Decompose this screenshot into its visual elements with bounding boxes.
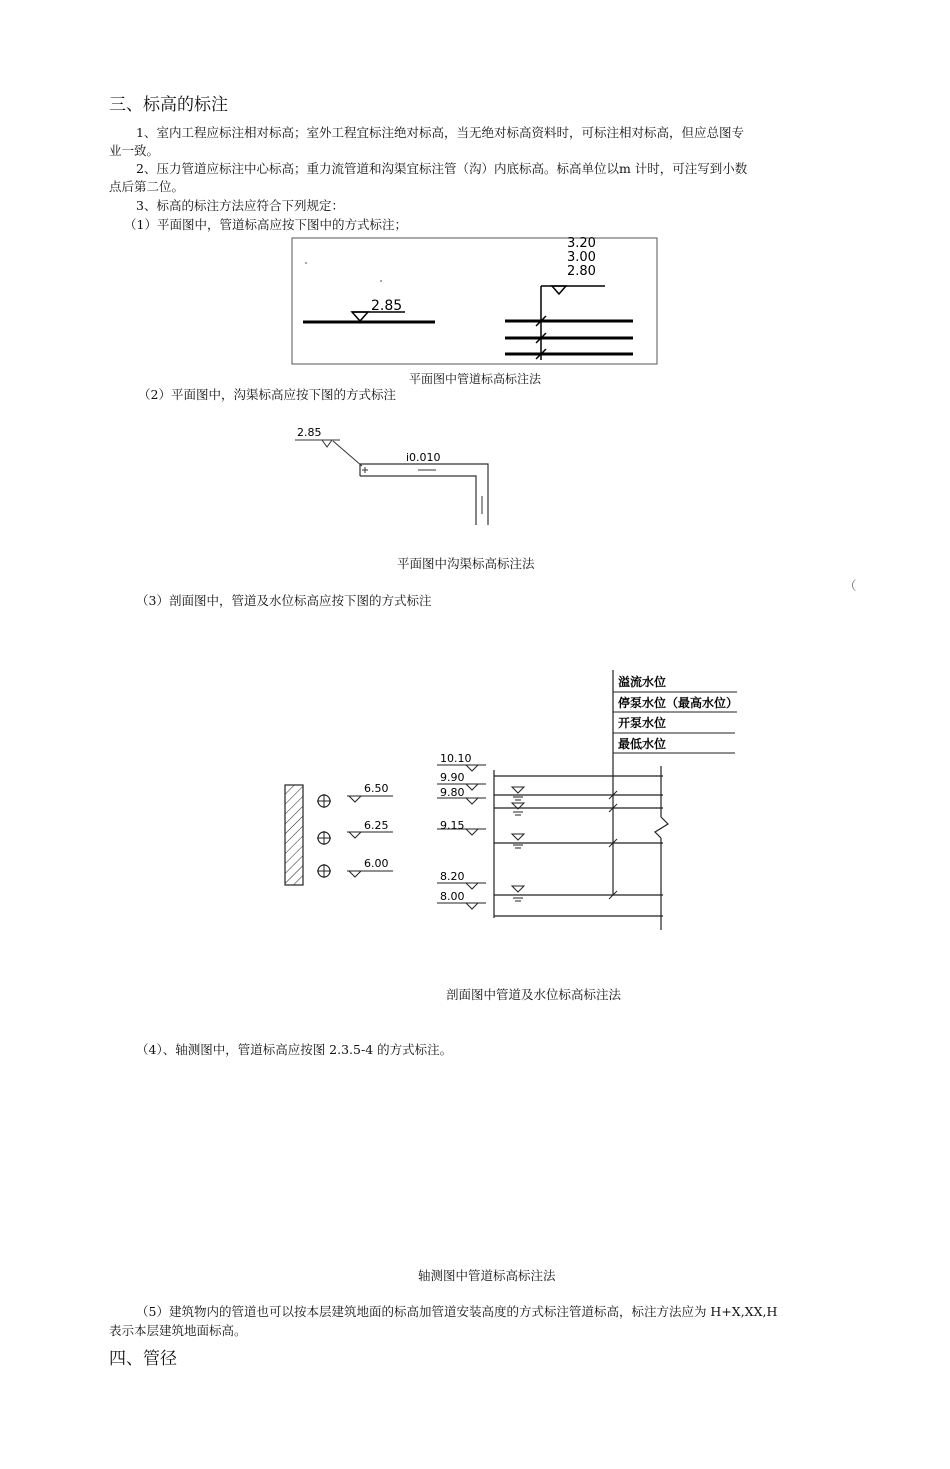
item-2: （2）平面图中，沟渠标高应按下图的方式标注 — [138, 387, 396, 402]
fig3-wall — [285, 785, 303, 885]
fig1-left-value: 2.85 — [371, 298, 403, 314]
fig3-pipe-2 — [317, 831, 393, 845]
item-5-line-2: 表示本层建筑地面标高。 — [109, 1323, 247, 1338]
item-1: （1）平面图中，管道标高应按下图中的方式标注； — [124, 217, 407, 232]
fig3-section-value-5: 8.20 — [440, 870, 465, 883]
fig3-legend-4: 最低水位 — [618, 737, 667, 751]
stray-mark: （ — [844, 578, 857, 593]
paragraph-2-line-1: 2、压力管道应标注中心标高；重力流管道和沟渠宜标注管（沟）内底标高。标高单位以m 计时，可注写到小数 — [136, 161, 748, 176]
paragraph-2-line-2: 点后第二位。 — [109, 179, 185, 194]
fig3-legend-3: 开泵水位 — [618, 716, 667, 730]
item-3: （3）剖面图中，管道及水位标高应按下图的方式标注 — [136, 593, 432, 608]
fig3-section-value-6: 8.00 — [440, 890, 465, 903]
fig3-section-value-2: 9.90 — [440, 771, 465, 784]
fig3-section-value-3: 9.80 — [440, 786, 465, 799]
fig3-water-symbols — [512, 787, 524, 901]
fig3-legend-2: 停泵水位（最高水位） — [618, 696, 739, 710]
section-title-3: 三、标高的标注 — [109, 95, 228, 115]
fig1-right-value-2: 3.00 — [567, 250, 596, 265]
fig3-pipe-value-2: 6.25 — [364, 819, 389, 832]
fig3-pipe-value-1: 6.50 — [364, 782, 389, 795]
fig1-right-value-3: 2.80 — [567, 264, 596, 279]
fig3-pipe-1 — [317, 794, 393, 808]
fig3-section-value-4: 9.15 — [440, 819, 465, 832]
paragraph-1-line-1: 1、室内工程应标注相对标高；室外工程宜标注绝对标高，当无绝对标高资料时，可标注相对标高，但应总图专 — [136, 125, 744, 140]
fig3-legend-1: 溢流水位 — [618, 675, 667, 689]
fig3-pipe-value-3: 6.00 — [364, 857, 389, 870]
fig1-right-value-1: 3.20 — [567, 236, 596, 251]
section-title-4: 四、管径 — [109, 1349, 177, 1369]
item-4: （4）、轴测图中，管道标高应按图 2.3.5-4 的方式标注。 — [136, 1042, 453, 1057]
paragraph-3: 3、标高的标注方法应符合下列规定： — [136, 198, 344, 213]
figure-1-caption: 平面图中管道标高标注法 — [409, 372, 542, 386]
fig2-slope: i0.010 — [406, 451, 441, 464]
figure-4-caption: 轴测图中管道标高标注法 — [418, 1268, 556, 1283]
figure-3-caption: 剖面图中管道及水位标高标注法 — [446, 987, 622, 1002]
paragraph-1-line-2: 业一致。 — [109, 143, 160, 158]
fig3-section-value-1: 10.10 — [440, 752, 472, 765]
figure-2-caption: 平面图中沟渠标高标注法 — [397, 556, 535, 571]
fig2-elevation: 2.85 — [297, 426, 322, 439]
item-5-line-1: （5）建筑物内的管道也可以按本层建筑地面的标高加管道安装高度的方式标注管道标高，标注方法应为 H+X,XX,H — [136, 1304, 778, 1319]
